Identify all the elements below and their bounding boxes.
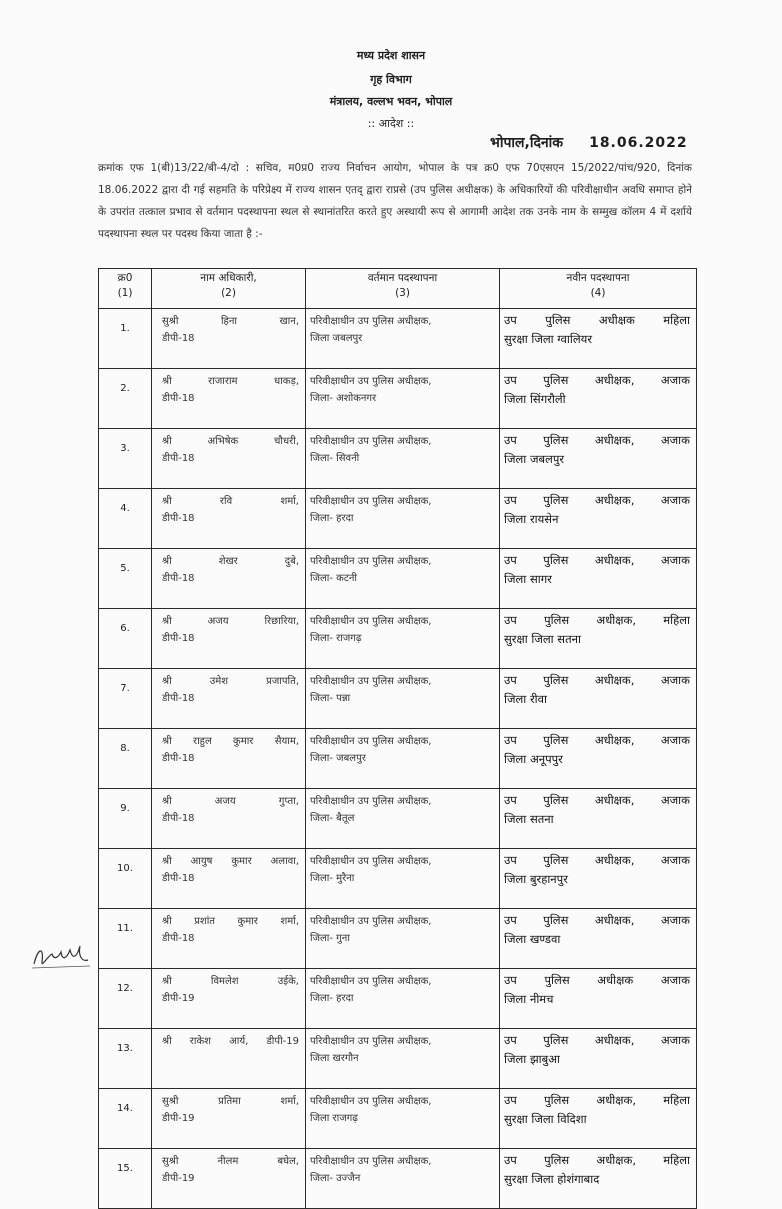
officer-cell	[152, 789, 306, 849]
new-posting-title: उप पुलिस अधीक्षक, अजाक	[504, 673, 690, 687]
current-posting-district: जिला- हरदा	[310, 993, 354, 1004]
current-posting-cell	[306, 1149, 500, 1209]
new-posting-district: जिला सागर	[504, 572, 552, 586]
table-row	[99, 669, 697, 729]
officer-cell	[152, 609, 306, 669]
table-row	[99, 369, 697, 429]
current-posting-cell	[306, 789, 500, 849]
serial-cell: 1.	[99, 309, 152, 369]
current-posting-title: परिवीक्षाधीन उप पुलिस अधीक्षक,	[310, 1156, 432, 1167]
table-row	[99, 789, 697, 849]
current-posting-cell	[306, 909, 500, 969]
officer-batch: डीपी-19	[162, 1173, 195, 1184]
new-posting-cell	[500, 789, 697, 849]
new-posting-title: उप पुलिस अधीक्षक, अजाक	[504, 1033, 690, 1047]
new-posting-title: उप पुलिस अधीक्षक, महिला	[504, 1153, 690, 1167]
new-posting-district: जिला बुरहानपुर	[504, 872, 568, 886]
officer-batch: डीपी-18	[162, 873, 195, 884]
transfer-table	[98, 268, 697, 1209]
new-posting-cell	[500, 1149, 697, 1209]
current-posting-title: परिवीक्षाधीन उप पुलिस अधीक्षक,	[310, 1096, 432, 1107]
current-posting-district: जिला- उज्जैन	[310, 1173, 361, 1184]
officer-name: श्री विमलेश उईके,	[162, 976, 299, 987]
officer-name: सुश्री प्रतिमा शर्मा,	[162, 1096, 299, 1107]
current-posting-cell	[306, 429, 500, 489]
officer-batch: डीपी-18	[162, 633, 195, 644]
officer-batch: डीपी-18	[162, 393, 195, 404]
current-posting-cell	[306, 669, 500, 729]
current-posting-title: परिवीक्षाधीन उप पुलिस अधीक्षक,	[310, 616, 432, 627]
new-posting-title: उप पुलिस अधीक्षक अजाक	[504, 973, 690, 987]
current-posting-title: परिवीक्षाधीन उप पुलिस अधीक्षक,	[310, 1036, 432, 1047]
officer-batch: डीपी-18	[162, 753, 195, 764]
officer-name: श्री अजय गुप्ता,	[162, 796, 299, 807]
current-posting-cell	[306, 549, 500, 609]
table-row	[99, 429, 697, 489]
serial-cell: 12.	[99, 969, 152, 1029]
current-posting-title: परिवीक्षाधीन उप पुलिस अधीक्षक,	[310, 556, 432, 567]
serial-cell: 15.	[99, 1149, 152, 1209]
new-posting-district: सुरक्षा जिला होशंगाबाद	[504, 1172, 600, 1186]
officer-cell	[152, 729, 306, 789]
serial-cell: 8.	[99, 729, 152, 789]
new-posting-cell	[500, 429, 697, 489]
officer-cell	[152, 309, 306, 369]
officer-batch: डीपी-18	[162, 933, 195, 944]
new-posting-cell	[500, 1029, 697, 1089]
current-posting-cell	[306, 609, 500, 669]
officer-name: सुश्री हिना खान,	[162, 316, 299, 327]
new-posting-cell	[500, 369, 697, 429]
officer-cell	[152, 969, 306, 1029]
table-row	[99, 1029, 697, 1089]
new-posting-cell	[500, 1089, 697, 1149]
current-posting-cell	[306, 369, 500, 429]
date-label: भोपाल,दिनांक	[490, 135, 564, 151]
new-posting-title: उप पुलिस अधीक्षक, अजाक	[504, 373, 690, 387]
current-posting-cell	[306, 1089, 500, 1149]
new-posting-cell	[500, 609, 697, 669]
date-value: 18.06.2022	[589, 135, 688, 151]
new-posting-cell	[500, 549, 697, 609]
table-row	[99, 309, 697, 369]
current-posting-title: परिवीक्षाधीन उप पुलिस अधीक्षक,	[310, 796, 432, 807]
new-posting-title: उप पुलिस अधीक्षक, अजाक	[504, 793, 690, 807]
current-posting-cell	[306, 489, 500, 549]
new-posting-title: उप पुलिस अधीक्षक, अजाक	[504, 733, 690, 747]
new-posting-cell	[500, 969, 697, 1029]
serial-cell: 10.	[99, 849, 152, 909]
new-posting-cell	[500, 849, 697, 909]
new-posting-district: जिला जबलपुर	[504, 452, 565, 466]
officer-cell	[152, 549, 306, 609]
new-posting-cell	[500, 669, 697, 729]
current-posting-district: जिला राजगढ़	[310, 1113, 358, 1124]
current-posting-district: जिला- जबलपुर	[310, 753, 366, 764]
serial-cell: 6.	[99, 609, 152, 669]
serial-cell: 11.	[99, 909, 152, 969]
header-order: :: आदेश ::	[367, 117, 415, 130]
signature	[28, 938, 96, 972]
current-posting-district: जिला- हरदा	[310, 513, 354, 524]
officer-name: श्री आयुष कुमार अलावा,	[162, 856, 299, 867]
new-posting-district: जिला रीवा	[504, 692, 547, 706]
officer-batch: डीपी-18	[162, 813, 195, 824]
intro-paragraph: क्रमांक एफ 1(बी)13/22/बी-4/दो : सचिव, म0प्र0 राज्य निर्वाचन आयोग, भोपाल के पत्र क्र0 एफ 70एसएन 15/2022/पांच/920, दिनांक 18.06.2022 द्वारा दी गई सहमति के परिप्रेक्ष्य में राज्य शासन एतद् द्वारा राप्रसे (उप पुलिस अधीक्षक) के अधिकारियों की परिवीक्षाधीन अवधि समाप्त होने के उपरांत तत्काल प्रभाव से वर्तमान पदस्थापना स्थल से स्थानांतरित करते हुए अस्थायी रूप से आगामी आदेश तक उनके नाम के सम्मुख कॉलम 4 में दर्शाये पदस्थापना स्थल पर पदस्थ किया जाता है :-	[98, 162, 692, 240]
new-posting-district: सुरक्षा जिला सतना	[504, 632, 581, 646]
header-new-posting: नवीन पदस्थापना (4)	[500, 269, 697, 309]
officer-batch: डीपी-19	[162, 1113, 195, 1124]
new-posting-title: उप पुलिस अधीक्षक, अजाक	[504, 553, 690, 567]
officer-batch: डीपी-19	[162, 993, 195, 1004]
current-posting-title: परिवीक्षाधीन उप पुलिस अधीक्षक,	[310, 496, 432, 507]
current-posting-title: परिवीक्षाधीन उप पुलिस अधीक्षक,	[310, 316, 432, 327]
header-address: मंत्रालय, वल्लभ भवन, भोपाल	[329, 95, 453, 108]
table-row	[99, 1089, 697, 1149]
serial-cell: 13.	[99, 1029, 152, 1089]
current-posting-district: जिला- कटनी	[310, 573, 358, 584]
officer-name: श्री अभिषेक चौधरी,	[162, 436, 299, 447]
new-posting-title: उप पुलिस अधीक्षक महिला	[504, 313, 690, 327]
table-row	[99, 969, 697, 1029]
table-row	[99, 909, 697, 969]
officer-name: श्री शेखर दुबे,	[162, 556, 299, 567]
table-row	[99, 609, 697, 669]
header-department: गृह विभाग	[370, 73, 412, 86]
new-posting-title: उप पुलिस अधीक्षक, अजाक	[504, 433, 690, 447]
serial-cell: 5.	[99, 549, 152, 609]
officer-name: श्री अजय रिछारिया,	[162, 616, 299, 627]
new-posting-cell	[500, 729, 697, 789]
officer-name: श्री राजाराम धाकड़,	[162, 376, 299, 387]
table-body	[99, 309, 697, 1209]
new-posting-district: सुरक्षा जिला विदिशा	[504, 1112, 587, 1126]
officer-name: श्री प्रशांत कुमार शर्मा,	[162, 916, 299, 927]
current-posting-district: जिला- गुना	[310, 933, 350, 944]
table-row	[99, 849, 697, 909]
new-posting-district: जिला सिंगरौली	[504, 392, 566, 406]
new-posting-title: उप पुलिस अधीक्षक, महिला	[504, 1093, 690, 1107]
officer-cell	[152, 849, 306, 909]
current-posting-cell	[306, 1029, 500, 1089]
current-posting-district: जिला- सिवनी	[310, 453, 360, 464]
officer-batch: डीपी-18	[162, 333, 195, 344]
new-posting-district: जिला अनूपपुर	[504, 752, 563, 766]
table-row	[99, 1149, 697, 1209]
current-posting-title: परिवीक्षाधीन उप पुलिस अधीक्षक,	[310, 436, 432, 447]
current-posting-cell	[306, 309, 500, 369]
new-posting-district: जिला नीमच	[504, 992, 554, 1006]
officer-cell	[152, 1089, 306, 1149]
header-serial: क्र0 (1)	[99, 269, 152, 309]
current-posting-district: जिला- अशोकनगर	[310, 393, 377, 404]
officer-cell	[152, 369, 306, 429]
new-posting-cell	[500, 489, 697, 549]
table-row	[99, 729, 697, 789]
new-posting-title: उप पुलिस अधीक्षक, महिला	[504, 613, 690, 627]
officer-cell	[152, 909, 306, 969]
current-posting-district: जिला- मुरैना	[310, 873, 355, 884]
serial-cell: 4.	[99, 489, 152, 549]
table-header-row	[99, 269, 697, 309]
current-posting-title: परिवीक्षाधीन उप पुलिस अधीक्षक,	[310, 856, 432, 867]
current-posting-district: जिला- पन्ना	[310, 693, 351, 704]
serial-cell: 9.	[99, 789, 152, 849]
current-posting-cell	[306, 849, 500, 909]
officer-name: सुश्री नीलम बघेल,	[162, 1156, 299, 1167]
current-posting-district: जिला जबलपुर	[310, 333, 363, 344]
header-state: मध्य प्रदेश शासन	[356, 49, 426, 62]
current-posting-cell	[306, 969, 500, 1029]
serial-cell: 14.	[99, 1089, 152, 1149]
officer-batch: डीपी-18	[162, 513, 195, 524]
new-posting-district: जिला रायसेन	[504, 512, 559, 526]
officer-name: श्री राकेश आर्य, डीपी-19	[162, 1036, 299, 1047]
officer-cell	[152, 1149, 306, 1209]
serial-cell: 7.	[99, 669, 152, 729]
header-officer-name: नाम अधिकारी, (2)	[152, 269, 306, 309]
new-posting-title: उप पुलिस अधीक्षक, अजाक	[504, 853, 690, 867]
new-posting-district: जिला सतना	[504, 812, 554, 826]
officer-name: श्री उमेश प्रजापति,	[162, 676, 299, 687]
new-posting-title: उप पुलिस अधीक्षक, अजाक	[504, 913, 690, 927]
table-row	[99, 549, 697, 609]
dateline	[490, 133, 688, 152]
current-posting-title: परिवीक्षाधीन उप पुलिस अधीक्षक,	[310, 916, 432, 927]
officer-cell	[152, 1029, 306, 1089]
serial-cell: 3.	[99, 429, 152, 489]
table-row	[99, 489, 697, 549]
new-posting-cell	[500, 309, 697, 369]
serial-cell: 2.	[99, 369, 152, 429]
current-posting-title: परिवीक्षाधीन उप पुलिस अधीक्षक,	[310, 676, 432, 687]
officer-cell	[152, 429, 306, 489]
current-posting-title: परिवीक्षाधीन उप पुलिस अधीक्षक,	[310, 736, 432, 747]
current-posting-title: परिवीक्षाधीन उप पुलिस अधीक्षक,	[310, 976, 432, 987]
new-posting-district: जिला खण्डवा	[504, 932, 561, 946]
current-posting-title: परिवीक्षाधीन उप पुलिस अधीक्षक,	[310, 376, 432, 387]
officer-batch: डीपी-18	[162, 453, 195, 464]
current-posting-district: जिला खरगौन	[310, 1053, 359, 1064]
current-posting-district: जिला- राजगढ़	[310, 633, 362, 644]
new-posting-cell	[500, 909, 697, 969]
officer-batch: डीपी-18	[162, 573, 195, 584]
current-posting-district: जिला- बैतूल	[310, 813, 355, 824]
officer-batch: डीपी-18	[162, 693, 195, 704]
officer-cell	[152, 669, 306, 729]
new-posting-title: उप पुलिस अधीक्षक, अजाक	[504, 493, 690, 507]
new-posting-district: सुरक्षा जिला ग्वालियर	[504, 332, 593, 346]
officer-name: श्री रवि शर्मा,	[162, 496, 299, 507]
header-current-posting: वर्तमान पदस्थापना (3)	[306, 269, 500, 309]
current-posting-cell	[306, 729, 500, 789]
officer-name: श्री राहुल कुमार सैयाम,	[162, 736, 299, 747]
officer-cell	[152, 489, 306, 549]
new-posting-district: जिला झाबुआ	[504, 1052, 560, 1066]
